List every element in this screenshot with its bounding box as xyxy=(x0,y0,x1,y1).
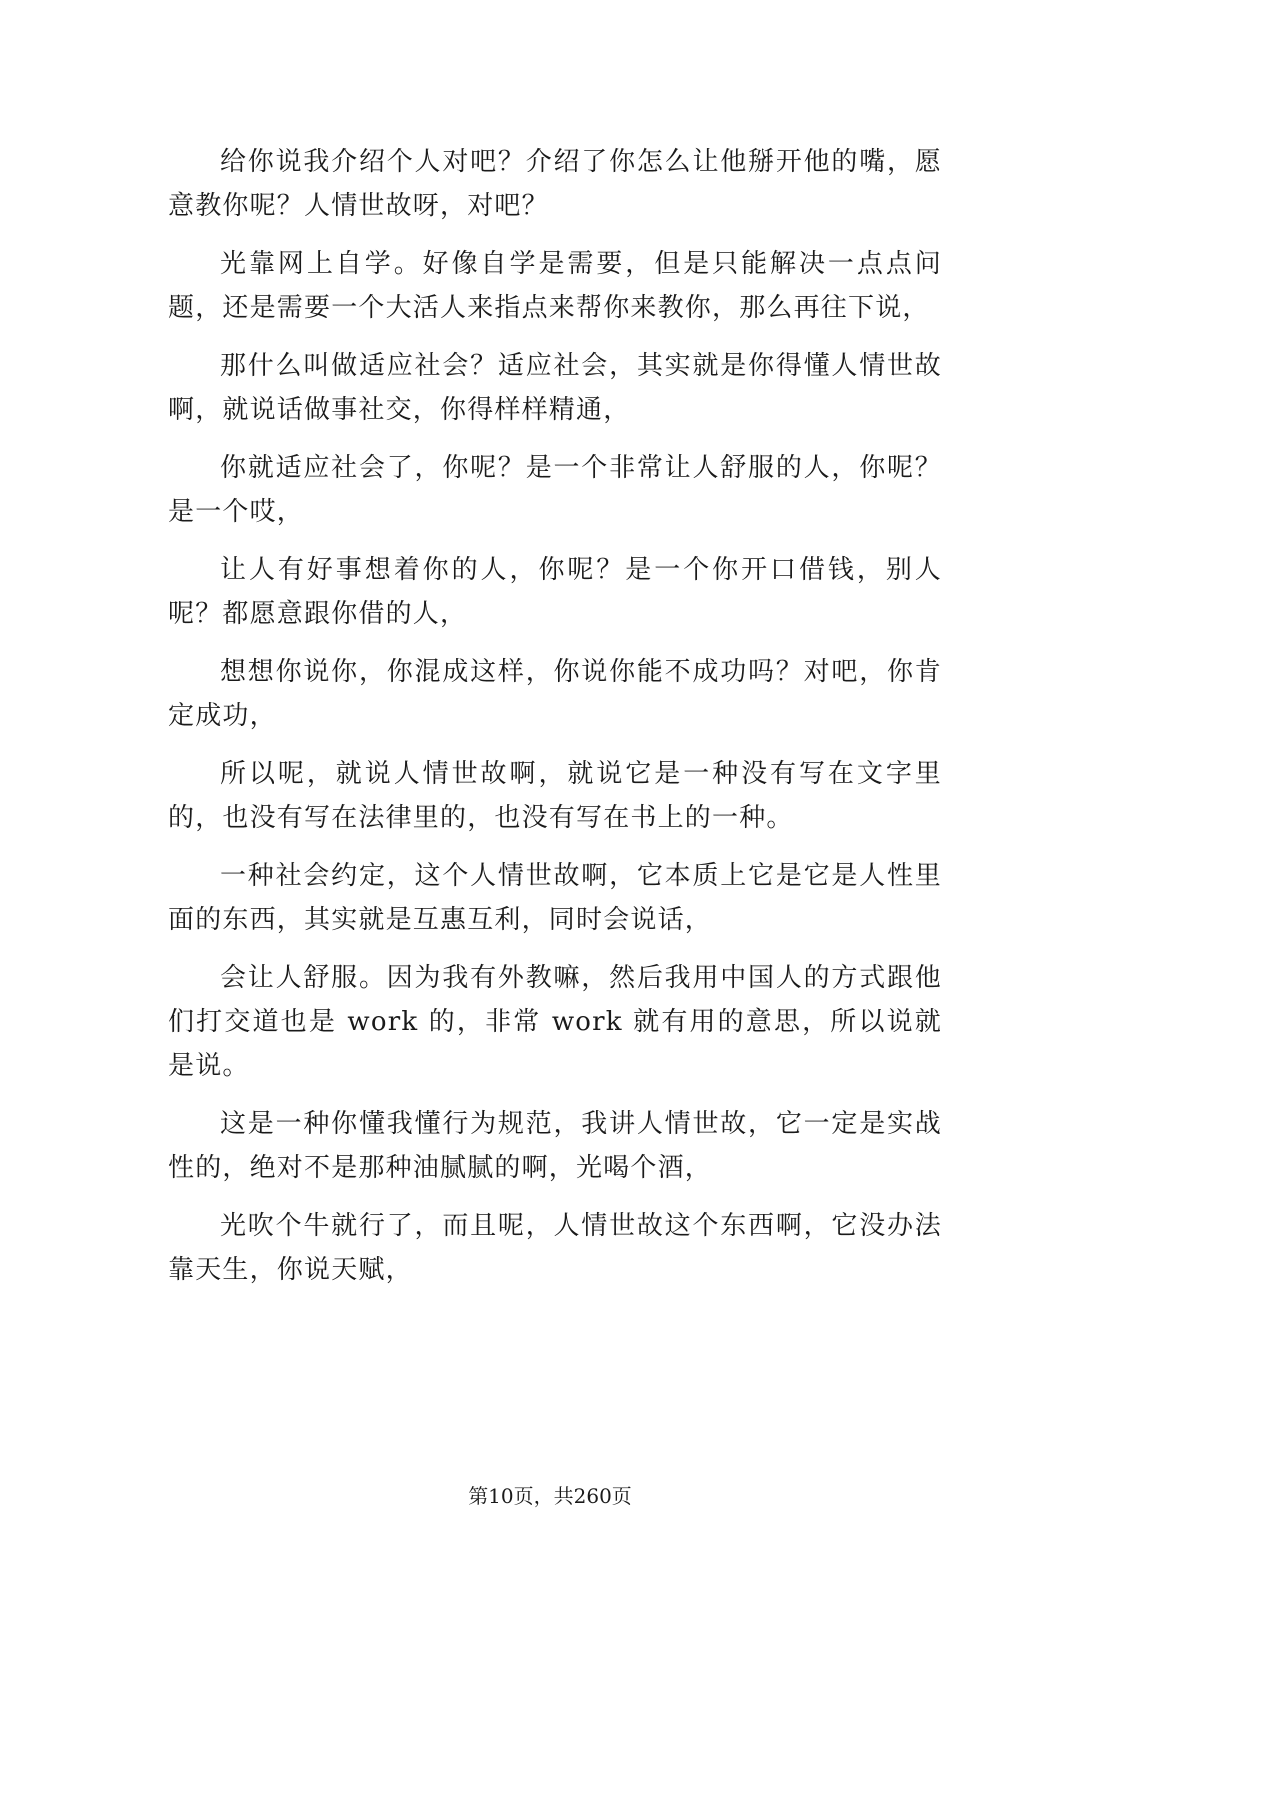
paragraph: 那什么叫做适应社会？适应社会，其实就是你得懂人情世故啊，就说话做事社交，你得样样精通， xyxy=(168,351,942,425)
paragraph: 光吹个牛就行了，而且呢，人情世故这个东西啊，它没办法靠天生，你说天赋， xyxy=(168,1211,942,1285)
paragraph: 会让人舒服。因为我有外教嘛，然后我用中国人的方式跟他们打交道也是 work 的，非常 work 就有用的意思，所以说就是说。 xyxy=(168,963,942,1081)
paragraph: 所以呢，就说人情世故啊，就说它是一种没有写在文字里的，也没有写在法律里的，也没有写在书上的一种。 xyxy=(168,759,942,833)
body-text xyxy=(168,140,942,1306)
paragraph: 这是一种你懂我懂行为规范，我讲人情世故，它一定是实战性的，绝对不是那种油腻腻的啊，光喝个酒， xyxy=(168,1109,942,1183)
paragraph: 给你说我介绍个人对吧？介绍了你怎么让他掰开他的嘴，愿意教你呢？人情世故呀，对吧？ xyxy=(168,147,942,221)
paragraph: 让人有好事想着你的人，你呢？是一个你开口借钱，别人呢？都愿意跟你借的人， xyxy=(168,555,942,629)
paragraph: 一种社会约定，这个人情世故啊，它本质上它是它是人性里面的东西，其实就是互惠互利，同时会说话， xyxy=(168,861,942,935)
paragraph: 光靠网上自学。好像自学是需要，但是只能解决一点点问题，还是需要一个大活人来指点来帮你来教你，那么再往下说， xyxy=(168,249,942,323)
paragraph: 你就适应社会了，你呢？是一个非常让人舒服的人，你呢？是一个哎， xyxy=(168,453,942,527)
paragraph: 想想你说你，你混成这样，你说你能不成功吗？对吧，你肯定成功， xyxy=(168,657,942,731)
page-number-footer: 第10页，共260页 xyxy=(468,1484,632,1508)
